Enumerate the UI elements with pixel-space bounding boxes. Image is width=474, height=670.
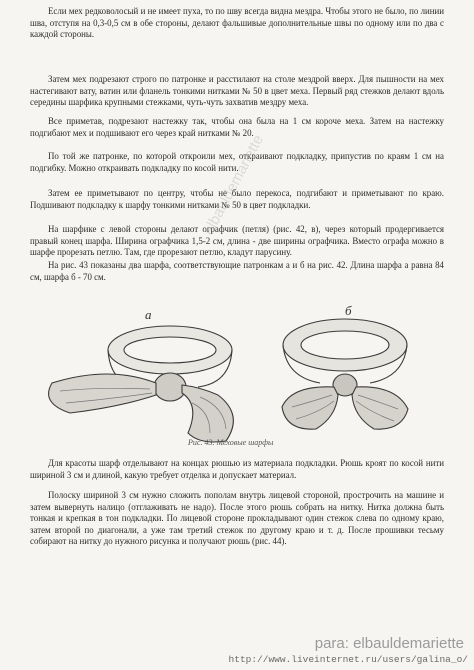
paragraph: [30, 74, 444, 109]
paragraph: [30, 116, 444, 139]
credit-signature: para: elbauldemariette: [314, 635, 464, 652]
figure-caption: Рис. 43. Меховые шарфы: [188, 438, 274, 447]
figure-fur-scarves: [30, 295, 444, 455]
paragraph-text: Если мех редковолосый и не имеет пуха, то по шву всегда видна мездра. Чтобы этого не было, по линии шва, отступя на 0,3-0,5 см в обе стороны, делают фальшивые дополнительные швы по одному или по два с каждой стороны.: [30, 6, 444, 40]
credit-url: http://www.liveinternet.ru/users/galina_o/: [228, 654, 468, 665]
paragraph-text: Затем мех подрезают строго по патронке и расстилают на столе мездрой вверх. Для пышности на мех настегивают вату, ватин или фланель тонкими нитками № 50 в цвет меха. Первый ряд стежков делают вдоль середины шарфика крупными стежками, чуть-чуть захватив мездру меха.: [30, 74, 444, 108]
watermark: elbauldemariette: [200, 132, 268, 238]
paragraph: [30, 224, 444, 259]
paragraph: [30, 490, 444, 548]
paragraph-text: Все приметав, подрезают настежку так, чтобы она была на 1 см короче меха. Затем на настежку подгибают мех и подшивают его через край нитками № 20.: [30, 116, 444, 138]
figure-label-b: б: [345, 303, 352, 318]
figure-label-a: а: [145, 307, 152, 322]
paragraph-text: Для красоты шарф отделывают на концах рюшью из материала подкладки. Рюшь кроят по косой нити шириной 3 см и длиной, какую требует отделка и допускает материал.: [30, 458, 444, 480]
paragraph-text: Затем ее приметывают по центру, чтобы не было перекоса, подгибают и приметывают по краю. Подшивают подкладку к шарфу тонкими нитками № 50 в цвет подкладки.: [30, 188, 444, 210]
paragraph: [30, 458, 444, 481]
paragraph: [30, 6, 444, 41]
paragraph: [30, 260, 444, 283]
scarf-b-drawing: [282, 319, 408, 429]
paragraph-text: Полоску шириной 3 см нужно сложить пополам внутрь лицевой стороной, прострочить на машине и затем вывернуть налицо (отглаживать не надо). После этого рюшь собрать на нитку. Нитка должна быть тонкая и крепкая в тон подкладки. По лицевой стороне прокладывают один стежок слева по одному краю, затем второй по диагонали, а уже там третий стежок по другому краю и т. д. После прошивки тесьму собирают на нитку до нужного рисунка и получают рюшь (рис. 44).: [30, 490, 444, 547]
scarves-illustration: [30, 295, 444, 455]
paragraph-text: На рис. 43 показаны два шарфа, соответствующие патронкам а и б на рис. 42. Длина шарфа а равна 84 см, шарфа б - 70 см.: [30, 260, 444, 282]
scarf-a-drawing: [49, 326, 234, 442]
paragraph-text: На шарфике с левой стороны делают ографчик (петля) (рис. 42, в), через который продергивается правый конец шарфа. Ширина ографчика 1,5-2 см, длина - две ширины ографчика. Вместо ографа можно в шарфе прорезать петлю. Там, где прорезают петлю, кладут парусину.: [30, 224, 444, 258]
paragraph-text: По той же патронке, по которой откроили мех, откраивают подкладку, припустив по краям 1 см на подгибку. Можно откраивать подкладку по косой нити.: [30, 151, 444, 173]
